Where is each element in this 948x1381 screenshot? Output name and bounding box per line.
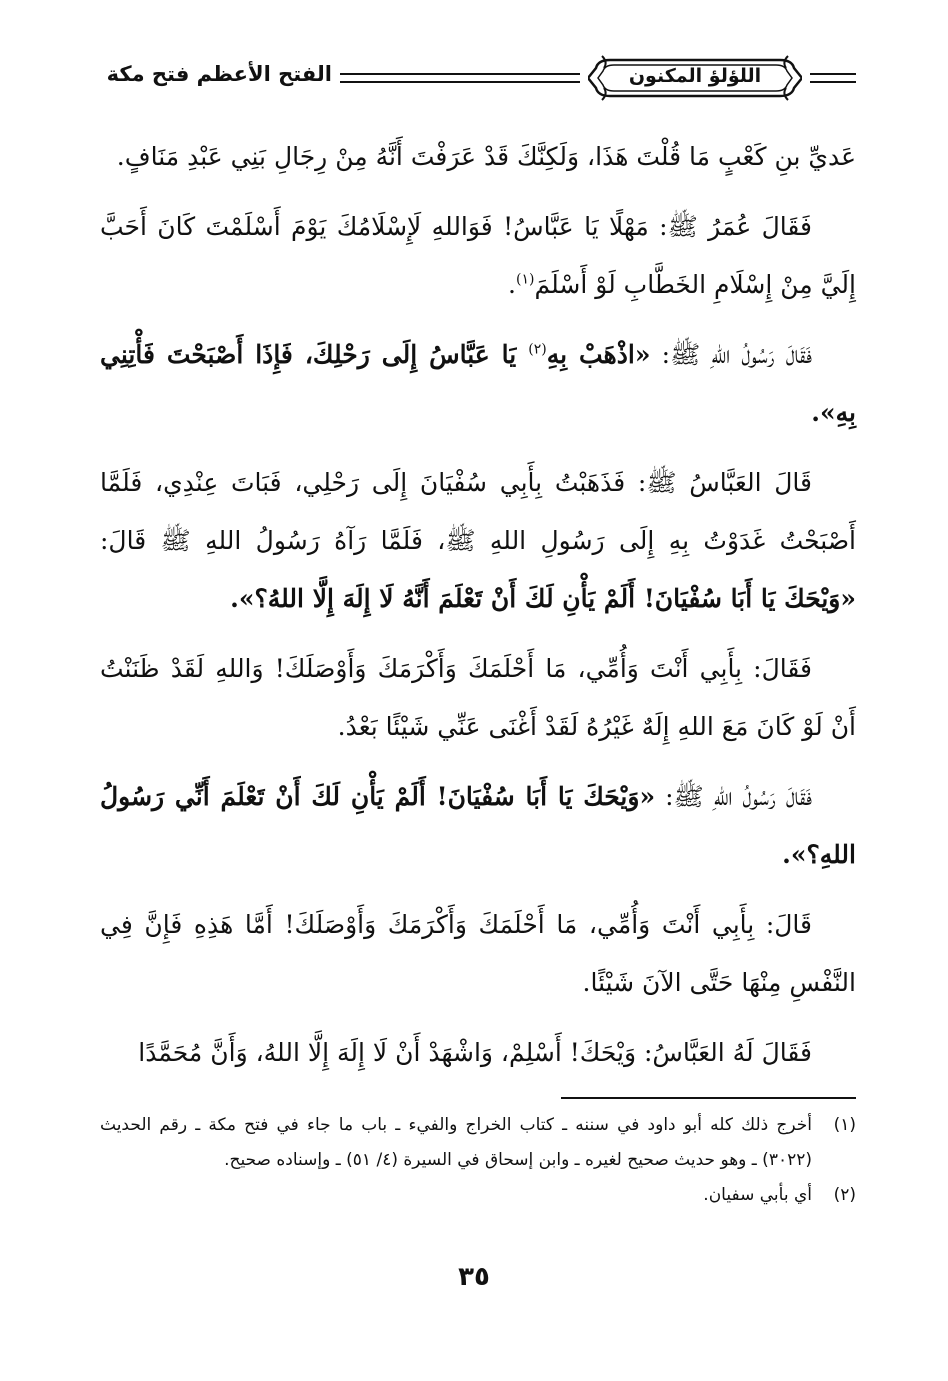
footnote-1 — [100, 1108, 856, 1178]
footnotes — [100, 1108, 856, 1213]
header-double-rule-right — [810, 73, 856, 83]
footnote-ref-1: (١) — [515, 271, 535, 288]
footnote-text: أخرج ذلك كله أبو داود في سننه ـ كتاب الخراج والفيء ـ باب ما جاء في فتح مكة ـ رقم الحديث (٣٠٢٢) ـ وهو حديث صحيح لغيره ـ وابن إسحاق في السيرة (٤/ ٥١) ـ وإسناده صحيح. — [100, 1115, 812, 1170]
paragraph-3-intro: فَقَالَ رَسُولُ اللهِ ﷺ: — [650, 340, 812, 369]
paragraph-6-intro: فَقَالَ رَسُولُ اللهِ ﷺ: — [655, 782, 812, 811]
book-title-cartouche — [588, 52, 802, 104]
paragraph-3 — [100, 326, 856, 442]
paragraph-6 — [100, 768, 856, 884]
paragraph-7 — [100, 896, 856, 1012]
paragraph-1-text: عَديِّ بنِ كَعْبٍ مَا قُلْتَ هَذَا، وَلَكِنَّكَ قَدْ عَرَفْتَ أَنَّهُ مِنْ رِجَالِ بَنِي عَبْدِ مَنَافٍ. — [116, 142, 856, 171]
paragraph-7-text: قَالَ: بِأَبِي أَنْتَ وَأُمِّي، مَا أَحْلَمَكَ وَأَكْرَمَكَ وَأَوْصَلَكَ! أَمَّا هَذِهِ فَإِنَّ فِي النَّفْسِ مِنْهَا حَتَّى الآنَ شَيْئًا. — [100, 910, 856, 997]
prophet-quote-cont: يَا عَبَّاسُ إِلَى رَحْلِكَ، فَإِذَا أَصْبَحْتَ فَأْتِنِي بِهِ». — [100, 340, 856, 427]
paragraph-5-text: فَقَالَ: بِأَبِي أَنْتَ وَأُمِّي، مَا أَحْلَمَكَ وَأَكْرَمَكَ وَأَوْصَلَكَ! وَاللهِ لَقَدْ ظَنَنْتُ أَنْ لَوْ كَانَ مَعَ اللهِ إِلَهٌ غَيْرُهُ لَقَدْ أَغْنَى عَنِّي شَيْئًا بَعْدُ. — [100, 654, 856, 741]
prophet-quote: «اذْهَبْ بِهِ — [546, 340, 651, 369]
footnote-2 — [100, 1178, 856, 1213]
footnote-separator — [561, 1097, 856, 1099]
paragraph-4-text: قَالَ العَبَّاسُ ﷺ: فَذَهَبْتُ بِأَبِي سُفْيَانَ إِلَى رَحْلِي، فَبَاتَ عِنْدِي، فَلَمَّا أَصْبَحْتُ غَدَوْتُ بِهِ إِلَى رَسُولِ اللهِ ﷺ، فَلَمَّا رَآهُ رَسُولُ اللهِ ﷺ قَالَ: — [100, 468, 856, 555]
main-text — [100, 128, 856, 1094]
prophet-quote: «وَيْحَكَ يَا أَبَا سُفْيَانَ! أَلَمْ يَأْنِ لَكَ أَنْ تَعْلَمَ أَنِّي رَسُولُ اللهِ؟». — [100, 782, 856, 869]
paragraph-8 — [100, 1024, 856, 1082]
footnote-ref-2: (٢) — [528, 341, 547, 358]
paragraph-2-end: . — [508, 270, 516, 299]
page-number: ٣٥ — [458, 1262, 490, 1292]
paragraph-2 — [100, 198, 856, 314]
paragraph-2-text: فَقَالَ عُمَرُ ﷺ: مَهْلًا يَا عَبَّاسُ! فَوَاللهِ لَإِسْلَامُكَ يَوْمَ أَسْلَمْتَ كَانَ أَحَبَّ إِلَيَّ مِنْ إِسْلَامِ الخَطَّابِ لَوْ أَسْلَمَ — [100, 212, 856, 299]
footnote-number: (١) — [833, 1115, 856, 1135]
header-double-rule-left — [340, 73, 580, 83]
footnote-number: (٢) — [833, 1185, 856, 1205]
book-title: اللؤلؤ المكنون — [628, 65, 762, 87]
prophet-quote: «وَيْحَكَ يَا أَبَا سُفْيَانَ! أَلَمْ يَأْنِ لَكَ أَنْ تَعْلَمَ أَنَّهُ لَا إِلَهَ إِلَّا اللهُ؟». — [230, 584, 856, 613]
paragraph-5 — [100, 640, 856, 756]
footnote-text: أي بأبي سفيان. — [703, 1185, 812, 1205]
paragraph-8-text: فَقَالَ لَهُ العَبَّاسُ: وَيْحَكَ! أَسْلِمْ، وَاشْهَدْ أَنْ لَا إِلَهَ إِلَّا اللهُ، وَأَنَّ مُحَمَّدًا — [138, 1038, 812, 1067]
running-header — [100, 52, 856, 104]
section-title: الفتح الأعظم فتح مكة — [106, 62, 332, 86]
paragraph-4 — [100, 454, 856, 628]
paragraph-1 — [100, 128, 856, 186]
